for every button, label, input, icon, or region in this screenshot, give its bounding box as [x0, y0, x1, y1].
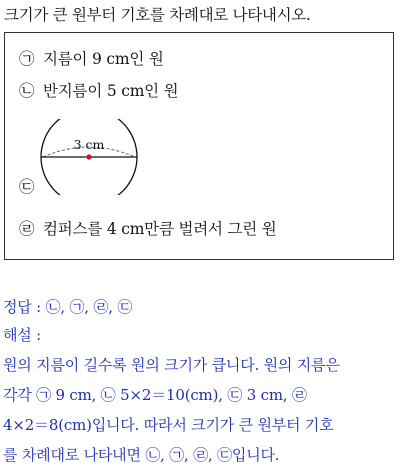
center-dot — [86, 154, 91, 159]
option-b — [19, 79, 178, 101]
diameter-label: 3 cm — [73, 137, 105, 152]
option-c-mark: ㉢ — [19, 178, 35, 196]
question-text: 크기가 큰 원부터 기호를 차례대로 나타내시오. — [4, 6, 311, 24]
explanation-line: 각각 ㉠ 9 cm, ㉡ 5×2＝10(cm), ㉢ 3 cm, ㉣ — [3, 386, 307, 404]
option-a-text: 지름이 9 cm인 원 — [43, 50, 164, 68]
option-a-mark: ㉠ — [19, 50, 35, 68]
explanation-label: 해설 : — [3, 326, 42, 344]
options-box — [4, 32, 394, 260]
circle-figure — [39, 119, 139, 195]
answer-line: 정답 : ㉡, ㉠, ㉣, ㉢ — [3, 298, 133, 316]
option-b-text: 반지름이 5 cm인 원 — [43, 82, 179, 100]
option-d-text: 컴퍼스를 4 cm만큼 벌려서 그린 원 — [43, 220, 277, 238]
option-d — [19, 217, 277, 239]
option-d-mark: ㉣ — [19, 220, 35, 238]
option-c — [19, 175, 43, 197]
explanation-line: 4×2＝8(cm)입니다. 따라서 크기가 큰 원부터 기호 — [3, 416, 334, 434]
explanation-line: 원의 지름이 길수록 원의 크기가 큽니다. 원의 지름은 — [3, 356, 340, 374]
option-a — [19, 47, 164, 69]
explanation-line: 를 차례대로 나타내면 ㉡, ㉠, ㉣, ㉢입니다. — [3, 446, 280, 464]
option-b-mark: ㉡ — [19, 82, 35, 100]
